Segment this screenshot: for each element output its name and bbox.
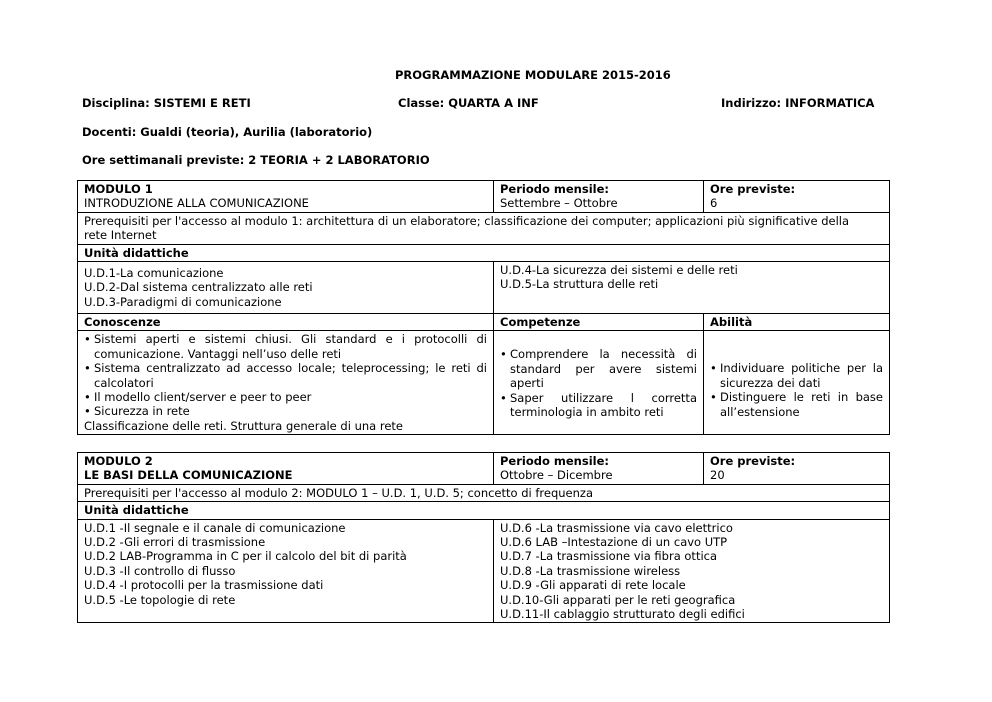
docenti: Docenti: Gualdi (teoria), Aurilia (laboratorio) [82,125,373,139]
module-1-table [77,180,890,435]
ud-item: U.D.11-Il cablaggio strutturato degli edifici [500,607,745,622]
conoscenze-header: Conoscenze [78,314,494,331]
ud-item: U.D.10-Gli apparati per le reti geografica [500,592,736,607]
ud-item: U.D.7 -La trasmissione via fibra ottica [500,549,718,564]
ore-label: Ore previste: [710,454,796,468]
ud-item: U.D.6 -La trasmissione via cavo elettrico [500,520,733,535]
conoscenze-cell [78,331,494,435]
abilita-item: • Distinguere le reti in base all’estensione [710,390,883,419]
module-2-prerequisiti: Prerequisiti per l'accesso al modulo 2: MODULO 1 – U.D. 1, U.D. 5; concetto di frequenza [78,484,890,501]
module-1-ud-label: Unità didattiche [78,244,890,261]
periodo-value: Ottobre – Dicembre [500,468,613,483]
conoscenze-item: • Sistemi aperti e sistemi chiusi. Gli standard e i protocolli di comunicazione. Vantaggi nell’uso delle reti [84,332,487,361]
ud-item: U.D.9 -Gli apparati di rete locale [500,578,686,593]
module-2-periodo-cell [494,453,704,485]
ore-value: 20 [710,468,725,483]
ud-item: U.D.1 -Il segnale e il canale di comunicazione [84,520,346,535]
module-2-ore-cell [704,453,890,485]
ud-item: U.D.4 -I protocolli per la trasmissione dati [84,578,324,593]
periodo-value: Settembre – Ottobre [500,196,618,211]
prereq-line-2: rete Internet [84,228,157,243]
periodo-label: Periodo mensile: [500,454,609,468]
ud-item: U.D.8 -La trasmissione wireless [500,563,681,578]
module-1-ud-left [78,262,494,314]
abilita-header: Abilità [704,314,890,331]
disciplina: Disciplina: SISTEMI E RETI [82,96,251,110]
module-1-title-cell [78,181,494,213]
conoscenze-item: • Sistema centralizzato ad accesso locale; teleprocessing; le reti di calcolatori [84,361,487,390]
module-1-prerequisiti [78,212,890,244]
module-1-title: MODULO 1 [84,182,153,196]
ud-item: U.D.2 LAB-Programma in C per il calcolo del bit di parità [84,549,407,564]
classe: Classe: QUARTA A INF [398,96,539,110]
ore-settimanali: Ore settimanali previste: 2 TEORIA + 2 LABORATORIO [82,153,430,167]
abilita-item: • Individuare politiche per la sicurezza dei dati [710,361,883,390]
ud-item: U.D.2 -Gli errori di trasmissione [84,535,266,550]
module-2-title: MODULO 2 [84,454,153,468]
competenze-cell [494,331,704,435]
conoscenze-item: • Il modello client/server e peer to peer [84,390,487,404]
ore-value: 6 [710,196,718,211]
conoscenze-extra: Classificazione delle reti. Struttura generale di una rete [84,418,403,433]
module-2-subtitle: LE BASI DELLA COMUNICAZIONE [84,468,293,483]
module-1-ud-right [494,262,890,314]
competenze-item: • Saper utilizzare l corretta terminologia in ambito reti [500,391,697,420]
ud-item: U.D.3 -Il controllo di flusso [84,563,236,578]
ud-item: U.D.4-La sicurezza dei sistemi e delle reti [500,263,738,278]
ud-item: U.D.1-La comunicazione [84,266,224,281]
ud-item: U.D.6 LAB –Intestazione di un cavo UTP [500,535,728,550]
competenze-item: • Comprendere la necessità di standard per avere sistemi aperti [500,347,697,390]
page-title: PROGRAMMAZIONE MODULARE 2015-2016 [395,68,671,82]
ore-label: Ore previste: [710,182,796,196]
abilita-cell [704,331,890,435]
module-2-ud-label: Unità didattiche [78,502,890,519]
ud-item: U.D.2-Dal sistema centralizzato alle reti [84,280,313,295]
conoscenze-item: • Sicurezza in rete [84,404,487,418]
indirizzo: Indirizzo: INFORMATICA [721,96,875,110]
module-2-title-cell [78,453,494,485]
module-1-subtitle: INTRODUZIONE ALLA COMUNICAZIONE [84,196,309,211]
module-2-table [77,452,890,623]
module-1-periodo-cell [494,181,704,213]
ud-item: U.D.5-La struttura delle reti [500,277,659,292]
module-1-ore-cell [704,181,890,213]
ud-item: U.D.5 -Le topologie di rete [84,592,236,607]
module-2-ud-right [494,519,890,623]
competenze-header: Competenze [494,314,704,331]
module-2-ud-left [78,519,494,623]
periodo-label: Periodo mensile: [500,182,609,196]
ud-item: U.D.3-Paradigmi di comunicazione [84,294,282,309]
prereq-line-1: Prerequisiti per l'accesso al modulo 1: architettura di un elaboratore; classificazione dei computer; applicazioni più significative della [84,213,850,228]
